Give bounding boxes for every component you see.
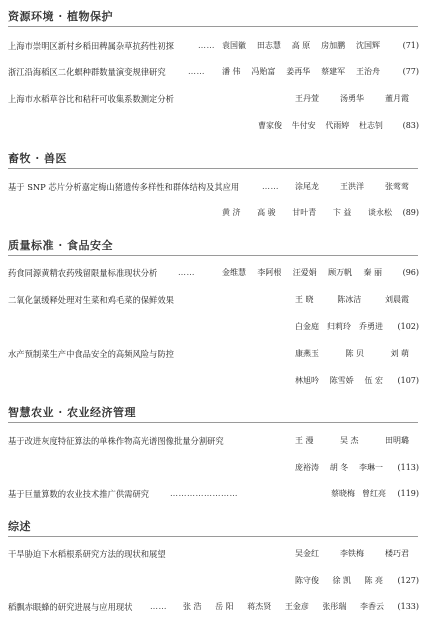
author: 陈雪娇 <box>329 376 354 385</box>
author: 吴金红 <box>295 549 319 558</box>
author: 曹家俊 <box>258 121 282 130</box>
author: 刘晨霞 <box>384 295 409 304</box>
author: 甘叶青 <box>292 208 317 217</box>
author: 归莉玲 <box>327 322 351 331</box>
leader-dots: …… <box>150 602 167 611</box>
toc-entry[interactable] <box>0 39 427 53</box>
author: 林旭吟 <box>295 376 319 385</box>
article-title: 药食同源黄精农药残留限量标准现状分析 <box>8 268 158 278</box>
author: 王 晓 <box>295 295 314 304</box>
article-title: 水产预制菜生产中食品安全的高频风险与防控 <box>8 349 174 359</box>
leader-dots: …… <box>178 268 195 277</box>
author: 董月霞 <box>385 94 409 103</box>
author: 代雨婷 <box>325 121 350 130</box>
author: 田志慧 <box>256 41 281 50</box>
toc-entry-continuation <box>0 320 427 334</box>
author: 王 漫 <box>295 436 314 445</box>
author-list <box>295 180 409 194</box>
article-title: 二氧化氯缓释处理对生菜和鸡毛菜的保鲜效果 <box>8 295 174 305</box>
page-number: (119) <box>397 489 419 498</box>
author: 谈永松 <box>367 208 392 217</box>
author: 庞裕涛 <box>295 463 319 472</box>
page-number: (113) <box>397 463 419 472</box>
toc-entry[interactable] <box>0 266 427 280</box>
author: 李铁梅 <box>340 549 364 558</box>
author: 蔡晓梅 <box>331 489 355 498</box>
section-title: 资源环境 · 植物保护 <box>8 10 113 23</box>
author: 乔勇进 <box>359 322 383 331</box>
author: 王洪洋 <box>340 182 364 191</box>
author: 袁国徽 <box>222 41 246 50</box>
leader-dots: …… <box>188 67 205 76</box>
section-title: 综述 <box>8 520 31 533</box>
article-title: 稻飘赤眼蜂的研究进展与应用现状 <box>8 602 133 612</box>
toc-entry-continuation <box>0 206 427 220</box>
author: 陈冰洁 <box>337 295 362 304</box>
page-number: (89) <box>402 208 419 217</box>
author: 岳 阳 <box>215 602 234 611</box>
toc-entry[interactable] <box>0 92 427 106</box>
author: 王治舟 <box>355 67 380 76</box>
page-number: (133) <box>397 602 419 611</box>
leader-dots: …… <box>262 182 279 191</box>
author: 楼巧君 <box>385 549 409 558</box>
toc-entry-continuation <box>0 119 427 133</box>
author: 卞 益 <box>332 208 352 217</box>
page-number: (127) <box>397 576 419 585</box>
leader-dots: …………………… <box>170 489 238 498</box>
toc-entry-continuation <box>0 461 427 475</box>
author: 徐 凯 <box>332 576 351 585</box>
author: 顾万帆 <box>328 268 353 277</box>
author: 白金庭 <box>295 322 319 331</box>
section-divider <box>8 255 418 256</box>
section-title: 畜牧 · 兽医 <box>8 152 67 165</box>
author: 杜志钊 <box>358 121 383 130</box>
leader-dots: …… <box>198 41 215 50</box>
author: 吴 杰 <box>340 436 359 445</box>
author: 黄 济 <box>222 208 241 217</box>
article-title: 浙江沿海稻区二化螟种群数量演变规律研究 <box>8 67 166 77</box>
article-title: 干旱胁迫下水稻根系研究方法的现状和展望 <box>8 549 166 559</box>
section-divider <box>8 536 418 537</box>
author: 张彤瑞 <box>322 602 347 611</box>
author: 陈 亮 <box>364 576 383 585</box>
author: 沈国辉 <box>355 41 380 50</box>
author: 汤勇华 <box>340 94 364 103</box>
toc-entry[interactable] <box>0 180 427 194</box>
author: 高 骏 <box>257 208 276 217</box>
author: 康燕玉 <box>295 349 319 358</box>
author: 李香云 <box>359 602 384 611</box>
author-list <box>295 374 383 388</box>
author: 涂尾龙 <box>295 182 319 191</box>
author: 胡 冬 <box>329 463 349 472</box>
author-list <box>295 293 409 307</box>
author: 李阿根 <box>257 268 282 277</box>
author: 金维慧 <box>222 268 246 277</box>
author: 刘 萌 <box>390 349 409 358</box>
article-title: 基于改进灰度特征算法的单株作物高光谱图像批量分割研究 <box>8 436 224 446</box>
page-number: (83) <box>402 121 419 130</box>
page-number: (77) <box>402 67 419 76</box>
author: 高 原 <box>291 41 311 50</box>
toc-entry[interactable] <box>0 600 427 614</box>
page-number: (102) <box>397 322 419 331</box>
author-list <box>295 574 383 588</box>
author: 房加鹏 <box>321 41 346 50</box>
author: 潘 伟 <box>222 67 241 76</box>
author: 蒋杰贤 <box>247 602 272 611</box>
author-list <box>295 347 409 361</box>
section-divider <box>8 26 418 27</box>
author: 蔡建军 <box>321 67 346 76</box>
author: 王金彦 <box>284 602 309 611</box>
author-list <box>222 206 392 220</box>
author: 陈守俊 <box>295 576 319 585</box>
section-divider <box>8 168 418 169</box>
author-list <box>295 320 383 334</box>
toc-entry[interactable] <box>0 293 427 307</box>
author-list <box>295 461 383 475</box>
author-list <box>222 39 380 53</box>
toc-entry[interactable] <box>0 347 427 361</box>
author-list <box>295 434 409 448</box>
author: 王丹萱 <box>295 94 319 103</box>
author: 陈 贝 <box>345 349 364 358</box>
page-number: (71) <box>402 41 419 50</box>
toc-entry[interactable] <box>0 65 427 79</box>
article-title: 基于 SNP 芯片分析嘉定梅山猪遗传多样性和群体结构及其应用 <box>8 182 240 192</box>
article-title: 上海市水稻草谷比和秸秆可收集系数测定分析 <box>8 94 174 104</box>
author-list <box>258 119 383 133</box>
toc-entry-continuation <box>0 574 427 588</box>
author: 冯贻富 <box>251 67 276 76</box>
author: 伍 宏 <box>364 376 383 385</box>
section-divider <box>8 422 418 423</box>
author-list <box>183 600 384 614</box>
toc-entry-continuation <box>0 374 427 388</box>
author: 牛付安 <box>291 121 316 130</box>
page-number: (96) <box>402 268 419 277</box>
author-list <box>295 92 409 106</box>
author: 秦 丽 <box>363 268 382 277</box>
author: 张莺莺 <box>385 182 409 191</box>
section-title: 质量标准 · 食品安全 <box>8 239 113 252</box>
author: 曾红亮 <box>362 489 386 498</box>
author: 姜再华 <box>286 67 311 76</box>
article-title: 上海市崇明区新村乡稻田稗属杂草抗药性初探 <box>8 41 174 51</box>
author: 田明璐 <box>385 436 409 445</box>
toc-entry[interactable] <box>0 434 427 448</box>
article-title: 基于巨量算数的农业技术推广供需研究 <box>8 489 150 499</box>
author: 李琳一 <box>358 463 383 472</box>
section-title: 智慧农业 · 农业经济管理 <box>8 406 136 419</box>
page-number: (107) <box>397 376 419 385</box>
author-list <box>222 65 380 79</box>
author: 张 浩 <box>183 602 202 611</box>
author-list <box>222 266 382 280</box>
author-list <box>295 547 409 561</box>
author-list <box>331 487 386 501</box>
toc-entry[interactable] <box>0 487 427 501</box>
author: 汪爱娟 <box>292 268 317 277</box>
toc-entry[interactable] <box>0 547 427 561</box>
